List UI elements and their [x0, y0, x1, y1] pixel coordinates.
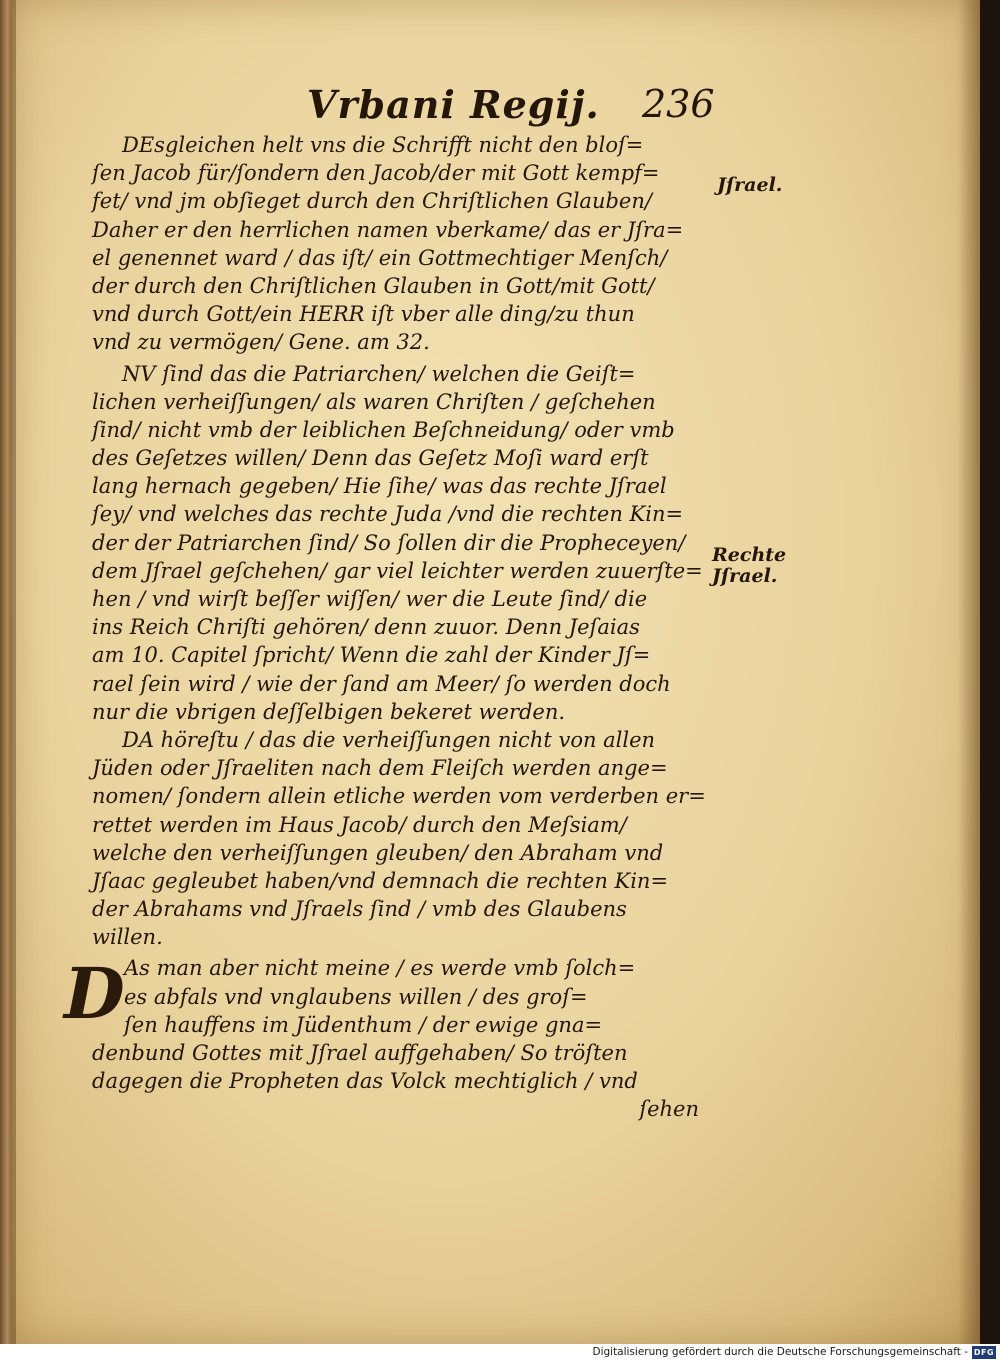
- margin-note-israel: [717, 175, 782, 196]
- text-line: lang hernach gegeben/ Hie ſihe/ was das rechte Jſrael: [92, 474, 667, 499]
- main-text: [64, 131, 714, 1124]
- text-line: NV ſind das die Patriarchen/ welchen die Geiſt=: [122, 361, 636, 386]
- text-line: dem Jſrael geſchehen/ gar viel leichter werden zuuerſte=: [92, 558, 703, 583]
- margin-note-text: Jſrael.: [712, 565, 778, 587]
- margin-note-text: Rechte: [712, 544, 787, 566]
- text-line: ſen hauffens im Jüdenthum / der ewige gna=: [124, 1012, 603, 1037]
- text-line: es abfals vnd vnglaubens willen / des groſ=: [124, 984, 588, 1009]
- text-line: rettet werden im Haus Jacob/ durch den Meſsiam/: [92, 812, 627, 837]
- text-line: welche den verheiſſungen gleuben/ den Abraham vnd: [92, 840, 664, 865]
- text-line: lichen verheiſſungen/ als waren Chriſten / geſchehen: [92, 389, 656, 414]
- text-line: denbund Gottes mit Jſrael auffgehaben/ So tröſten: [92, 1041, 628, 1066]
- text-line: nur die vbrigen deſſelbigen bekeret werden.: [92, 699, 566, 724]
- dfg-logo-icon: DFG: [973, 1348, 995, 1357]
- text-line: der durch den Chriſtlichen Glauben in Gott/mit Gott/: [92, 273, 655, 298]
- funding-notice: Digitalisierung gefördert durch die Deutsche Forschungsgemeinschaft -: [592, 1346, 968, 1358]
- margin-note-text: Jſrael.: [717, 174, 783, 196]
- text-line: rael ſein wird / wie der ſand am Meer/ ſo werden doch: [92, 671, 671, 696]
- page-fold: [12, 0, 16, 1344]
- text-line: willen.: [92, 925, 163, 950]
- text-line: fet/ vnd jm obſieget durch den Chriſtlichen Glauben/: [92, 189, 652, 214]
- text-line: vnd durch Gott/ein HERR iſt vber alle ding/zu thun: [92, 302, 635, 327]
- text-line: Jüden oder Jſraeliten nach dem Fleiſch werden ange=: [92, 756, 668, 781]
- text-line: ſey/ vnd welches das rechte Juda /vnd die rechten Kin=: [92, 502, 684, 527]
- book-edge: [0, 0, 12, 1344]
- page-number: 236: [642, 82, 715, 126]
- text-line: am 10. Capitel ſpricht/ Wenn die zahl der Kinder Jſ=: [92, 643, 651, 668]
- text-line: hen / vnd wirſt beſſer wiſſen/ wer die Leute ſind/ die: [92, 587, 648, 611]
- text-line: ins Reich Chriſti gehören/ denn zuuor. Denn Jeſaias: [92, 615, 640, 640]
- text-line: As man aber nicht meine / es werde vmb ſolch=: [124, 956, 636, 981]
- text-line: dagegen die Propheten das Volck mechtiglich / vnd: [92, 1069, 638, 1094]
- text-line: ſen Jacob für/ſondern den Jacob/der mit Gott kempf=: [92, 161, 660, 186]
- text-line: der Abrahams vnd Jſraels ſind / vmb des Glaubens: [92, 897, 627, 922]
- text-line: nomen/ ſondern allein etliche werden vom verderben er=: [92, 784, 706, 809]
- text-line: der der Patriarchen ſind/ So ſollen dir die Propheceyen/: [92, 530, 686, 555]
- text-line: Jſaac gegleubet haben/vnd demnach die rechten Kin=: [92, 868, 669, 893]
- text-line: Daher er den herrlichen namen vberkame/ das er Jſra=: [92, 217, 684, 242]
- text-line: el genennet ward / das iſt/ ein Gottmechtiger Menſch/: [92, 245, 668, 270]
- catchword: ſehen: [639, 1097, 699, 1122]
- text-line: DA höreſtu / das die verheiſſungen nicht von allen: [122, 727, 656, 752]
- drop-cap-letter: D: [64, 952, 125, 1036]
- margin-note-rechte-israel: [712, 545, 786, 587]
- text-line: DEsgleichen helt vns die Schrifft nicht den bloſ=: [122, 133, 644, 157]
- book-page: [12, 0, 980, 1344]
- drop-cap-block: [64, 954, 714, 1039]
- footer-bar: [0, 1344, 1000, 1362]
- page-header: [12, 74, 980, 134]
- running-title: Vrbani Regij.: [307, 82, 600, 127]
- text-line: vnd zu vermögen/ Gene. am 32.: [92, 330, 430, 355]
- text-line: ſind/ nicht vmb der leiblichen Beſchneidung/ oder vmb: [92, 417, 675, 442]
- text-line: des Geſetzes willen/ Denn das Geſetz Moſi ward erſt: [92, 446, 649, 471]
